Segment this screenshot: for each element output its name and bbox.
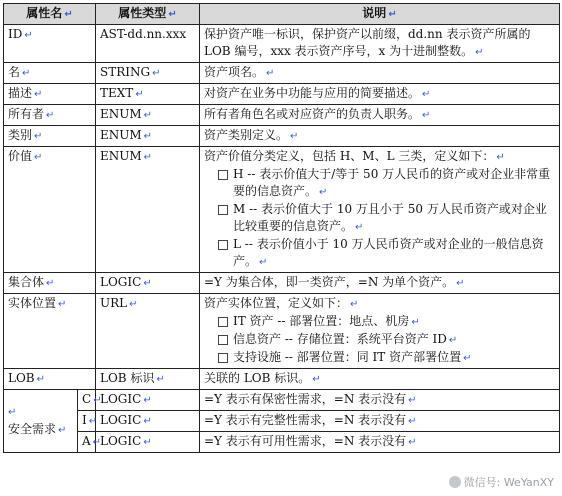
table-row <box>4 369 560 390</box>
table-row <box>4 273 560 294</box>
cell-desc <box>200 294 560 369</box>
cell-type: URL ↵ <box>96 294 200 369</box>
cell-name: 实体位置 ↵ <box>4 294 96 369</box>
table-row <box>4 432 560 453</box>
cell-desc: =Y 为集合体，即一类资产，=N 为单个资产。 ↵ <box>200 273 560 294</box>
cell-name-security: ↵ 安全需求 ↵ <box>4 390 78 453</box>
wechat-icon <box>449 476 461 488</box>
list-item: 支持设施 -- 部署位置：同 IT 资产部署位置 ↵ <box>204 349 555 367</box>
checkbox-bullet-icon <box>218 317 228 327</box>
header-description: 说明 ↵ <box>200 4 560 25</box>
checkbox-bullet-icon <box>218 353 228 363</box>
header-attribute-name: 属性名 ↵ <box>4 4 96 25</box>
list-item: M -- 表示价值大于 10 万且小于 50 万人民币资产或对企业比较重要的信息资产。 ↵ <box>204 201 555 236</box>
cell-type: STRING ↵ <box>96 63 200 84</box>
checkbox-bullet-icon <box>218 170 228 180</box>
checkbox-bullet-icon <box>218 205 228 215</box>
cell-desc: =Y 表示有可用性需求，=N 表示没有 ↵ <box>200 432 560 453</box>
cell-name: 名 ↵ <box>4 63 96 84</box>
table-row <box>4 105 560 126</box>
cell-type: LOGIC ↵ <box>96 432 200 453</box>
list-item: L -- 表示价值小于 10 万人民币资产或对企业的一般信息资产。 ↵ <box>204 236 555 271</box>
table-row <box>4 126 560 147</box>
cell-desc: 对资产在业务中功能与应用的简要描述。 ↵ <box>200 84 560 105</box>
checkbox-bullet-icon <box>218 240 228 250</box>
cell-sub-key: I ↵ <box>78 411 96 432</box>
cell-type: LOB 标识 ↵ <box>96 369 200 390</box>
table-row <box>4 25 560 63</box>
cell-type: AST-dd.nn.xxx <box>96 25 200 63</box>
cell-name: 所有者 ↵ <box>4 105 96 126</box>
cell-desc: 所有者角色名或对应资产的负责人职务。 ↵ <box>200 105 560 126</box>
table-row <box>4 294 560 369</box>
watermark: 微信号: WeYanXY <box>449 474 554 490</box>
cell-type: ENUM ↵ <box>96 126 200 147</box>
cell-type: LOGIC ↵ <box>96 390 200 411</box>
cell-type: TEXT ↵ <box>96 84 200 105</box>
cell-name: 类别 ↵ <box>4 126 96 147</box>
cell-desc: =Y 表示有完整性需求，=N 表示没有 ↵ <box>200 411 560 432</box>
cell-desc: 资产类别定义。 ↵ <box>200 126 560 147</box>
cell-desc: 保护资产唯一标识，保护资产以前缀，dd.nn 表示资产所属的 LOB 编号，xxx 表示资产序号，x 为十进制整数。 ↵ <box>200 25 560 63</box>
cell-type: ENUM ↵ <box>96 105 200 126</box>
location-intro: 资产实体位置，定义如下： ↵ <box>204 296 359 310</box>
cell-desc: 关联的 LOB 标识。 ↵ <box>200 369 560 390</box>
cell-type: LOGIC ↵ <box>96 273 200 294</box>
cell-type: ENUM ↵ <box>96 147 200 273</box>
list-item: IT 资产 -- 部署位置：地点、机房 ↵ <box>204 313 555 331</box>
cell-name: 集合体 ↵ <box>4 273 96 294</box>
table-row <box>4 147 560 273</box>
header-attribute-type: 属性类型 ↵ <box>96 4 200 25</box>
table-row <box>4 411 560 432</box>
table-row <box>4 84 560 105</box>
cell-name: ID ↵ <box>4 25 96 63</box>
list-item: H -- 表示价值大于/等于 50 万人民币的资产或对企业非常重要的信息资产。 ↵ <box>204 166 555 201</box>
cell-desc: 资产项名。 ↵ <box>200 63 560 84</box>
list-item: 信息资产 -- 存储位置：系统平台资产 ID ↵ <box>204 331 555 349</box>
value-intro: 资产价值分类定义，包括 H、M、L 三类，定义如下： ↵ <box>204 149 505 163</box>
cell-desc: =Y 表示有保密性需求，=N 表示没有 ↵ <box>200 390 560 411</box>
cell-name: 描述 ↵ <box>4 84 96 105</box>
table-row <box>4 390 560 411</box>
cell-name: 价值 ↵ <box>4 147 96 273</box>
table-row <box>4 63 560 84</box>
cell-type: LOGIC ↵ <box>96 411 200 432</box>
asset-attribute-table <box>3 3 560 453</box>
table-header-row <box>4 4 560 25</box>
cell-name: LOB ↵ <box>4 369 96 390</box>
cell-desc <box>200 147 560 273</box>
cell-sub-key: C ↵ <box>78 390 96 411</box>
checkbox-bullet-icon <box>218 335 228 345</box>
cell-sub-key: A ↵ <box>78 432 96 453</box>
